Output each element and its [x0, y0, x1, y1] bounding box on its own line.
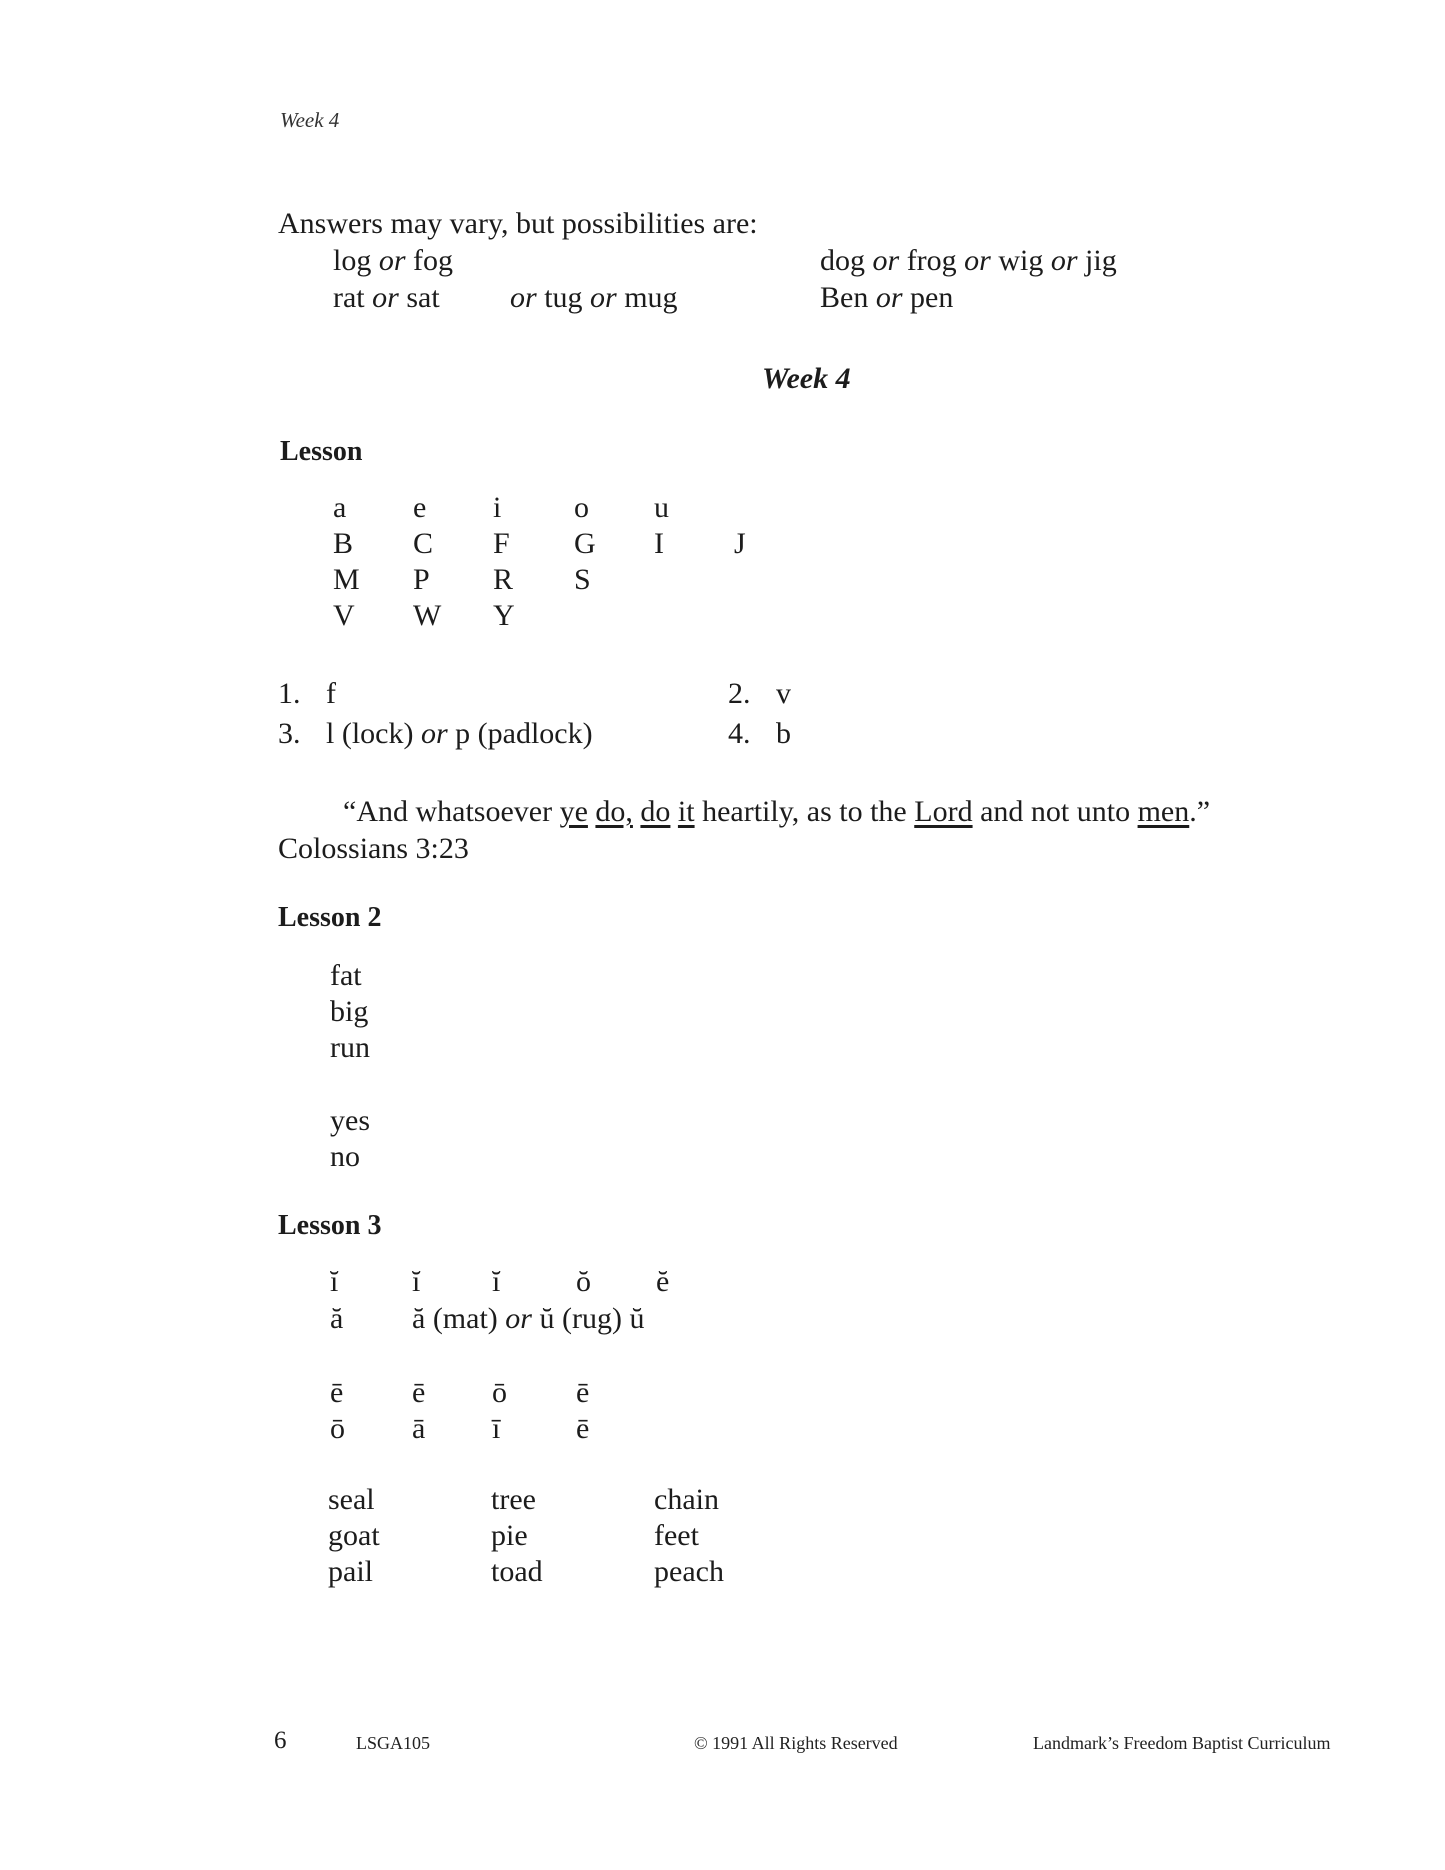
answers-row1-right	[820, 243, 1117, 279]
grid-word: feet	[654, 1519, 699, 1552]
item-answer: l (lock)	[326, 717, 414, 750]
or-word: or	[872, 244, 900, 277]
bible-verse	[343, 794, 1210, 830]
grid-cell: P	[413, 563, 430, 596]
answers-row2-right	[820, 280, 953, 316]
word: mug	[624, 281, 678, 314]
vowel-mark: ā	[412, 1412, 426, 1445]
grid-word: seal	[328, 1483, 375, 1516]
or-word: or	[510, 281, 537, 314]
vowel-mark: ō	[492, 1376, 507, 1409]
week-heading: Week 4	[762, 362, 851, 395]
item-answer: v	[776, 677, 791, 710]
grid-word: goat	[328, 1519, 380, 1552]
lesson2-word-list-b	[330, 1103, 370, 1175]
underlined-word: Lord	[914, 795, 973, 828]
word: fog	[413, 244, 454, 277]
grid-cell: B	[333, 527, 354, 560]
or-word: or	[372, 281, 399, 314]
verse-reference: Colossians 3:23	[278, 832, 469, 865]
grid-cell	[734, 598, 814, 634]
lesson3-word-grid	[328, 1482, 754, 1590]
grid-cell: o	[574, 491, 589, 524]
underlined-word: it	[677, 795, 695, 828]
underlined-word: ye	[559, 795, 588, 828]
list-item: run	[330, 1031, 370, 1064]
grid-cell: M	[333, 563, 360, 596]
list-item: fat	[330, 959, 362, 992]
list-item: big	[330, 995, 369, 1028]
grid-cell: J	[734, 527, 746, 560]
word: tug	[544, 281, 583, 314]
grid-word: tree	[491, 1483, 536, 1516]
grid-cell	[734, 562, 814, 598]
item-answer: p (padlock)	[455, 717, 593, 750]
word: log	[333, 244, 372, 277]
running-header: Week 4	[280, 108, 340, 132]
word: jig	[1085, 244, 1117, 277]
grid-word: pail	[328, 1555, 373, 1588]
underlined-word: do	[640, 795, 671, 828]
word: pen	[910, 281, 954, 314]
word: wig	[998, 244, 1044, 277]
vowel-mark: ĭ	[492, 1265, 501, 1298]
item-number: 4.	[728, 717, 751, 750]
grid-cell: W	[413, 599, 442, 632]
grid-cell: S	[574, 563, 591, 596]
grid-word: peach	[654, 1555, 724, 1588]
item-number: 1.	[278, 677, 301, 710]
grid-cell: i	[493, 491, 502, 524]
vowel-mark: ē	[412, 1376, 426, 1409]
grid-cell	[734, 490, 814, 526]
item-3	[278, 716, 593, 752]
grid-cell	[654, 598, 734, 634]
verse-text: heartily, as to the	[694, 795, 915, 828]
long-vowel-grid	[330, 1375, 636, 1447]
grid-cell: u	[654, 491, 669, 524]
grid-cell: C	[413, 527, 434, 560]
footer-publisher: Landmark’s Freedom Baptist Curriculum	[1033, 1733, 1331, 1753]
lesson1-title: Lesson	[280, 436, 363, 467]
vowel-mark: ē	[576, 1412, 590, 1445]
short-vowel-row-1	[330, 1264, 696, 1300]
grid-cell	[654, 562, 734, 598]
or-word: or	[964, 244, 991, 277]
grid-cell: e	[413, 491, 427, 524]
short-vowel-row-2	[330, 1301, 644, 1337]
vowel-mark: ĭ	[412, 1265, 421, 1298]
or-word: or	[875, 281, 903, 314]
grid-cell	[574, 598, 654, 634]
item-number: 2.	[728, 677, 751, 710]
or-word: or	[378, 244, 406, 277]
letter-grid	[333, 490, 793, 634]
lesson2-title: Lesson 2	[278, 902, 382, 933]
vowel-mark: ĕ	[656, 1265, 670, 1298]
item-2	[728, 676, 791, 712]
grid-cell: V	[333, 599, 355, 632]
grid-cell: a	[333, 491, 347, 524]
word: dog	[820, 244, 865, 277]
grid-word: chain	[654, 1483, 719, 1516]
grid-cell: Y	[493, 599, 515, 632]
grid-cell: G	[574, 527, 596, 560]
verse-text: and not unto	[972, 795, 1138, 828]
answers-row2-left-b	[510, 280, 678, 316]
lesson3-title: Lesson 3	[278, 1210, 382, 1241]
answers-row1-left	[333, 243, 453, 279]
page-number: 6	[274, 1727, 287, 1754]
vowel-mark: ī	[492, 1412, 501, 1445]
vowel-mark: ă (mat)	[412, 1302, 498, 1335]
answers-row2-left-a	[333, 280, 440, 316]
vowel-mark: ŭ	[629, 1302, 645, 1335]
or-word: or	[505, 1302, 532, 1335]
footer-code: LSGA105	[356, 1733, 431, 1753]
word: rat	[333, 281, 365, 314]
underlined-word: men	[1137, 795, 1190, 828]
list-item: yes	[330, 1104, 370, 1137]
vowel-mark: (rug)	[561, 1302, 622, 1335]
grid-cell: R	[493, 563, 514, 596]
vowel-mark: ē	[576, 1376, 590, 1409]
vowel-mark: ē	[330, 1376, 344, 1409]
item-4	[728, 716, 791, 752]
lesson2-word-list-a	[330, 958, 370, 1066]
word: frog	[906, 244, 957, 277]
or-word: or	[420, 717, 448, 750]
verse-text: .”	[1189, 795, 1211, 828]
vowel-mark: ă	[330, 1302, 344, 1335]
verse-text: “And whatsoever	[343, 795, 560, 828]
footer-copyright: © 1991 All Rights Reserved	[694, 1733, 898, 1753]
grid-cell: I	[654, 527, 664, 560]
item-answer: b	[776, 717, 791, 750]
or-word: or	[1050, 244, 1078, 277]
or-word: or	[590, 281, 617, 314]
word: sat	[406, 281, 440, 314]
item-answer: f	[326, 677, 336, 710]
grid-cell: F	[493, 527, 510, 560]
list-item: no	[330, 1140, 360, 1173]
answers-intro: Answers may vary, but possibilities are:	[278, 207, 758, 240]
item-1	[278, 676, 336, 712]
vowel-mark: ō	[330, 1412, 345, 1445]
underlined-word: do,	[595, 795, 633, 828]
vowel-mark: ŭ	[539, 1302, 555, 1335]
word: Ben	[820, 281, 869, 314]
item-number: 3.	[278, 717, 301, 750]
grid-word: toad	[491, 1555, 543, 1588]
grid-word: pie	[491, 1519, 528, 1552]
vowel-mark: ŏ	[576, 1265, 591, 1298]
vowel-mark: ĭ	[330, 1265, 339, 1298]
